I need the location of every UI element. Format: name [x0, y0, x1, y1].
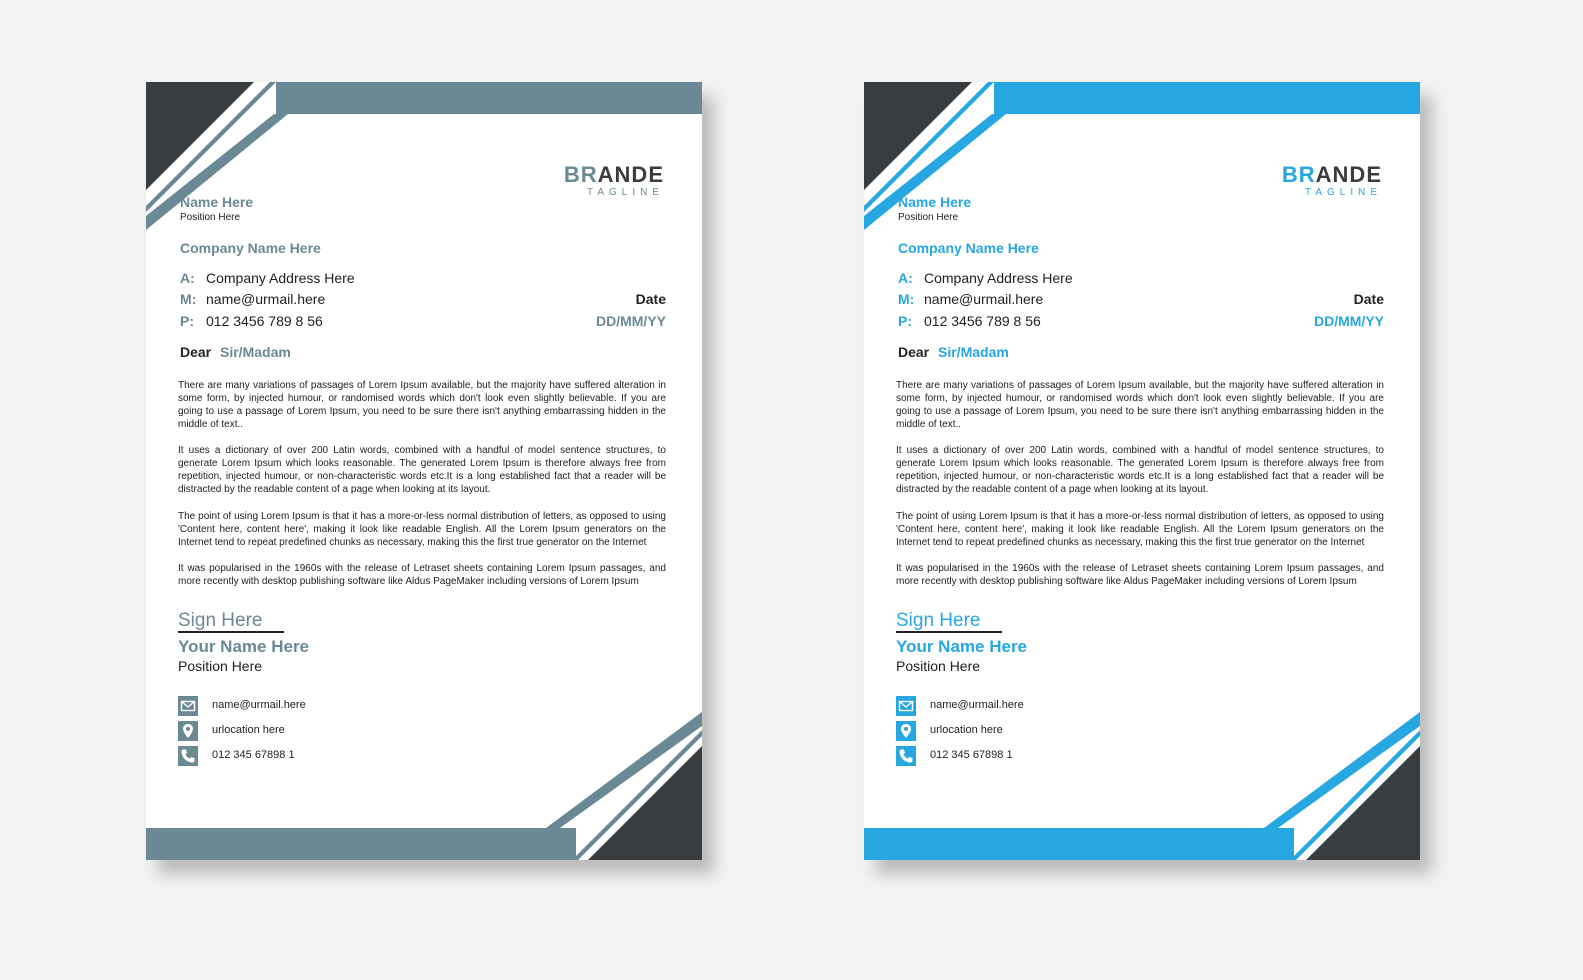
location-pin-icon: [896, 721, 916, 741]
contact-email: name@urmail.here: [930, 699, 1024, 711]
address-value: Company Address Here: [924, 270, 1073, 286]
salutation: Dear: [898, 344, 930, 360]
salutation-recipient: Sir/Madam: [938, 344, 1009, 360]
signature-placeholder: Sign Here: [178, 610, 263, 631]
salutation-recipient: Sir/Madam: [220, 344, 291, 360]
top-band: [276, 82, 702, 114]
address-value: Company Address Here: [206, 270, 355, 286]
email-label: M:: [180, 291, 197, 307]
phone-value: 012 3456 789 8 56: [206, 313, 323, 329]
signature-line: [896, 631, 1002, 633]
phone-label: P:: [180, 313, 194, 329]
signature-line: [178, 631, 284, 633]
signer-name: Your Name Here: [178, 637, 310, 656]
signer-name: Your Name Here: [896, 637, 1028, 656]
letterhead-gray: [146, 82, 702, 860]
sender-position: Position Here: [898, 212, 959, 223]
letterhead-blue: [864, 82, 1420, 860]
contact-location: urlocation here: [212, 724, 285, 736]
phone-value: 012 3456 789 8 56: [924, 313, 1041, 329]
bottom-band: [864, 828, 1294, 860]
signature-placeholder: Sign Here: [896, 610, 981, 631]
body-paragraph: There are many variations of passages of Lorem Ipsum available, but the majority have suffered alteration in some form, by injected humour, or randomised words which don't look even slightly believable. If you are going to use a passage of Lorem Ipsum, you need to be sure there isn't anything embarrassing hidden in the middle of text..: [178, 380, 666, 430]
brand-rest: ANDE: [1315, 162, 1382, 187]
phone-icon: [896, 746, 916, 766]
body-paragraph: The point of using Lorem Ipsum is that it has a more-or-less normal distribution of letters, as opposed to using 'Content here, content here', making it look like readable English. All the Lorem Ipsum generators on the Internet tend to repeat predefined chunks as necessary, making this the first true generator on the Internet: [178, 511, 666, 548]
contact-location: urlocation here: [930, 724, 1003, 736]
body-paragraph: There are many variations of passages of Lorem Ipsum available, but the majority have suffered alteration in some form, by injected humour, or randomised words which don't look even slightly believable. If you are going to use a passage of Lorem Ipsum, you need to be sure there isn't anything embarrassing hidden in the middle of text..: [896, 380, 1384, 430]
brand-rest: ANDE: [597, 162, 664, 187]
date-value: DD/MM/YY: [596, 313, 666, 329]
brand-accent: BR: [1281, 162, 1316, 187]
body-paragraph: It was popularised in the 1960s with the release of Letraset sheets containing Lorem Ipsum passages, and more recently with desktop publishing software like Aldus PageMaker including versions of Lorem Ipsum: [896, 563, 1384, 587]
sender-name: Name Here: [898, 194, 972, 210]
contact-phone: 012 345 67898 1: [212, 749, 295, 761]
body-paragraph: The point of using Lorem Ipsum is that it has a more-or-less normal distribution of letters, as opposed to using 'Content here, content here', making it look like readable English. All the Lorem Ipsum generators on the Internet tend to repeat predefined chunks as necessary, making this the first true generator on the Internet: [896, 511, 1384, 548]
top-band: [994, 82, 1420, 114]
brand-logo: [1282, 162, 1382, 199]
address-label: A:: [180, 270, 195, 286]
sender-position: Position Here: [180, 212, 241, 223]
body-paragraph: It uses a dictionary of over 200 Latin words, combined with a handful of model sentence structures, to generate Lorem Ipsum which looks reasonable. The generated Lorem Ipsum is therefore always free from repetition, injected humour, or non-characteristic words etc.It is a long established fact that a reader will be distracted by the readable content of a page when looking at its layout.: [896, 445, 1384, 495]
address-label: A:: [898, 270, 913, 286]
envelope-icon: [896, 696, 916, 716]
envelope-icon: [178, 696, 198, 716]
tagline: TAGLINE: [1304, 187, 1382, 198]
brand-accent: BR: [563, 162, 598, 187]
salutation: Dear: [180, 344, 212, 360]
date-label: Date: [635, 291, 666, 307]
company-name: Company Name Here: [898, 240, 1039, 256]
email-value: name@urmail.here: [924, 291, 1044, 307]
phone-icon: [178, 746, 198, 766]
brand-logo: [564, 162, 664, 199]
bottom-band: [146, 828, 576, 860]
date-value: DD/MM/YY: [1314, 313, 1384, 329]
email-value: name@urmail.here: [206, 291, 326, 307]
phone-label: P:: [898, 313, 912, 329]
signer-position: Position Here: [896, 658, 981, 674]
contact-phone: 012 345 67898 1: [930, 749, 1013, 761]
signer-position: Position Here: [178, 658, 263, 674]
location-pin-icon: [178, 721, 198, 741]
company-name: Company Name Here: [180, 240, 321, 256]
date-label: Date: [1353, 291, 1384, 307]
body-paragraph: It was popularised in the 1960s with the release of Letraset sheets containing Lorem Ipsum passages, and more recently with desktop publishing software like Aldus PageMaker including versions of Lorem Ipsum: [178, 563, 666, 587]
body-paragraph: It uses a dictionary of over 200 Latin words, combined with a handful of model sentence structures, to generate Lorem Ipsum which looks reasonable. The generated Lorem Ipsum is therefore always free from repetition, injected humour, or non-characteristic words etc.It is a long established fact that a reader will be distracted by the readable content of a page when looking at its layout.: [178, 445, 666, 495]
email-label: M:: [898, 291, 915, 307]
sender-name: Name Here: [180, 194, 254, 210]
contact-email: name@urmail.here: [212, 699, 306, 711]
tagline: TAGLINE: [586, 187, 664, 198]
